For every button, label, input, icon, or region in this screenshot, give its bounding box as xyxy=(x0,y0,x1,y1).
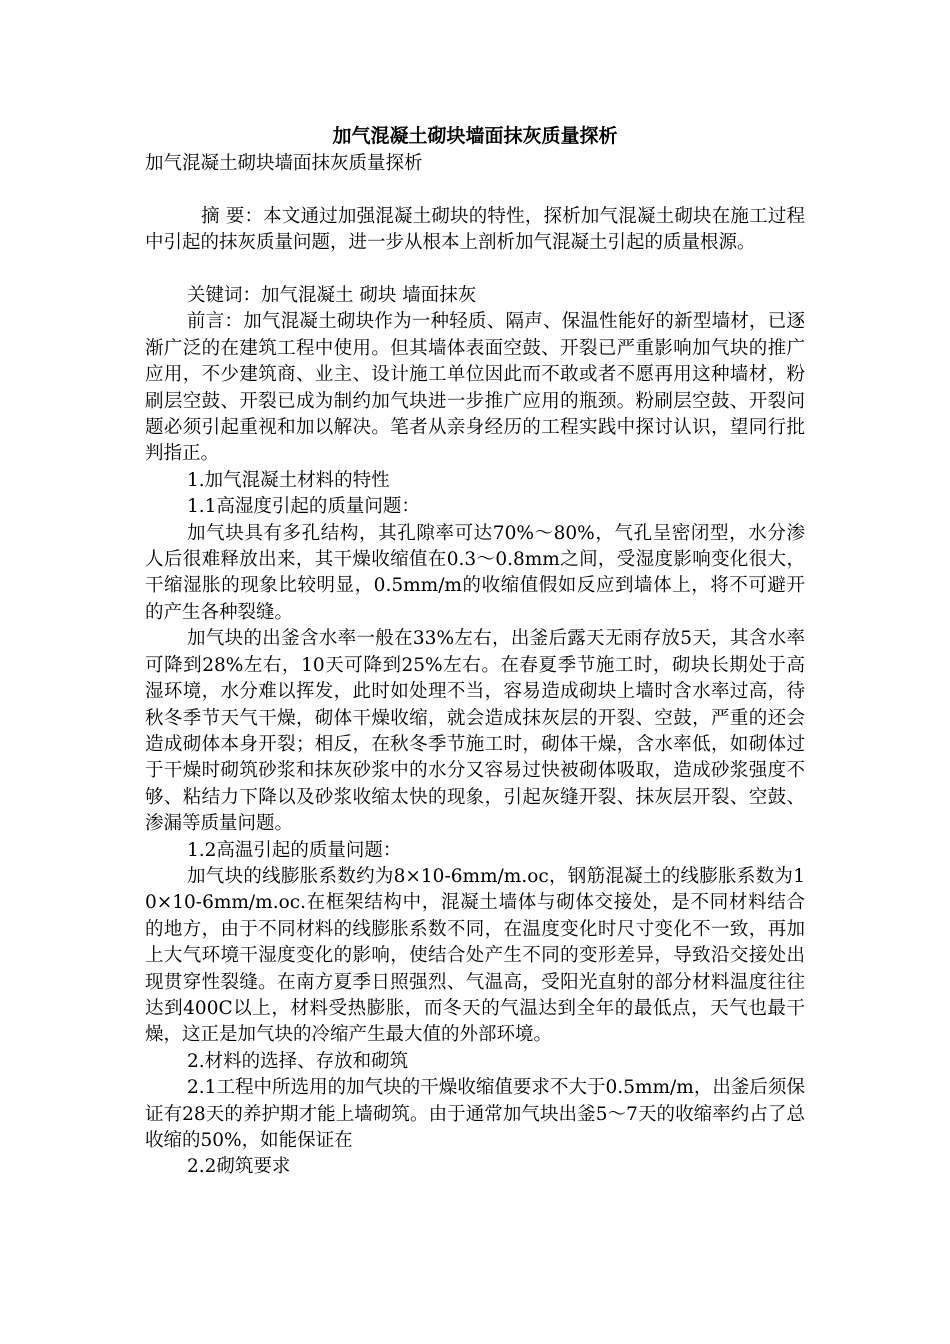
preface-paragraph: 前言：加气混凝土砌块作为一种轻质、隔声、保温性能好的新型墙材，已逐渐广泛的在建筑工程中使用。但其墙体表面空鼓、开裂已严重影响加气块的推广应用，不少建筑商、业主、设计施工单位因此而不敢或者不愿再用这种墙材，粉刷层空鼓、开裂已成为制约加气块进一步推广应用的瓶颈。粉刷层空鼓、开裂问题必须引起重视和加以解决。笔者从亲身经历的工程实践中探讨认识，望同行批判指正。 xyxy=(145,311,805,465)
document-title: 加气混凝土砌块墙面抹灰质量探析 xyxy=(332,125,618,147)
section-heading: 1.加气混凝土材料的特性 xyxy=(187,469,390,491)
subsection-heading: 1.1高湿度引起的质量问题： xyxy=(187,496,420,518)
subsection-heading: 1.2高温引起的质量问题： xyxy=(187,839,402,861)
section-heading: 2.材料的选择、存放和砌筑 xyxy=(187,1050,409,1072)
blank-line xyxy=(145,257,805,283)
body-paragraph: 加气块的出釜含水率一般在33%左右，出釜后露天无雨存放5天，其含水率可降到28%左右，10天可降到25%左右。在春夏季节施工时，砌块长期处于高湿环境，水分难以挥发，此时如处理不当，容易造成砌块上墙时含水率过高，待秋冬季节天气干燥，砌体干燥收缩，就会造成抹灰层的开裂、空鼓，严重的还会造成砌体本身开裂；相反，在秋冬季节施工时，砌体干燥，含水率低，如砌体过于干燥时砌筑砂浆和抹灰砂浆中的水分又容易过快被砌体吸取，造成砂浆强度不够、粘结力下降以及砂浆收缩太快的现象，引起灰缝开裂、抹灰层开裂、空鼓、渗漏等质量问题。 xyxy=(145,628,805,835)
blank-line xyxy=(145,177,805,203)
subsection-heading: 2.2砌筑要求 xyxy=(187,1156,291,1178)
body-paragraph: 2.1工程中所选用的加气块的干燥收缩值要求不大于0.5mm/m，出釜后须保证有28天的养护期才能上墙砌筑。由于通常加气块出釜5～7天的收缩率约占了总收缩的50%，如能保证在 xyxy=(145,1077,805,1151)
body-paragraph: 加气块具有多孔结构，其孔隙率可达70%～80%，气孔呈密闭型，水分渗人后很难释放出来，其干燥收缩值在0.3～0.8mm之间，受湿度影响变化很大，干缩湿胀的现象比较明显，0.5mm/m的收缩值假如反应到墙体上，将不可避开的产生各种裂缝。 xyxy=(145,522,805,623)
document-body xyxy=(145,151,805,1181)
keywords-paragraph: 关键词：加气混凝土 砌块 墙面抹灰 xyxy=(187,285,477,306)
document-subtitle: 加气混凝土砌块墙面抹灰质量探析 xyxy=(145,153,423,174)
body-paragraph: 加气块的线膨胀系数约为8×10-6mm/m.oc，钢筋混凝土的线膨胀系数为10×10-6mm/m.oc.在框架结构中，混凝土墙体与砌体交接处，是不同材料结合的地方，由于不同材料的线膨胀系数不同，在温度变化时尺寸变化不一致，再加上大气环境干湿度变化的影响，使结合处产生不同的变形差异，导致沿交接处出现贯穿性裂缝。在南方夏季日照强烈、气温高，受阳光直射的部分材料温度往往达到400C以上，材料受热膨胀，而冬天的气温达到全年的最低点，天气也最干燥，这正是加气块的冷缩产生最大值的外部环境。 xyxy=(145,865,805,1046)
abstract-paragraph: 摘 要：本文通过加强混凝土砌块的特性，探析加气混凝土砌块在施工过程中引起的抹灰质量问题，进一步从根本上剖析加气混凝土引起的质量根源。 xyxy=(145,205,805,254)
